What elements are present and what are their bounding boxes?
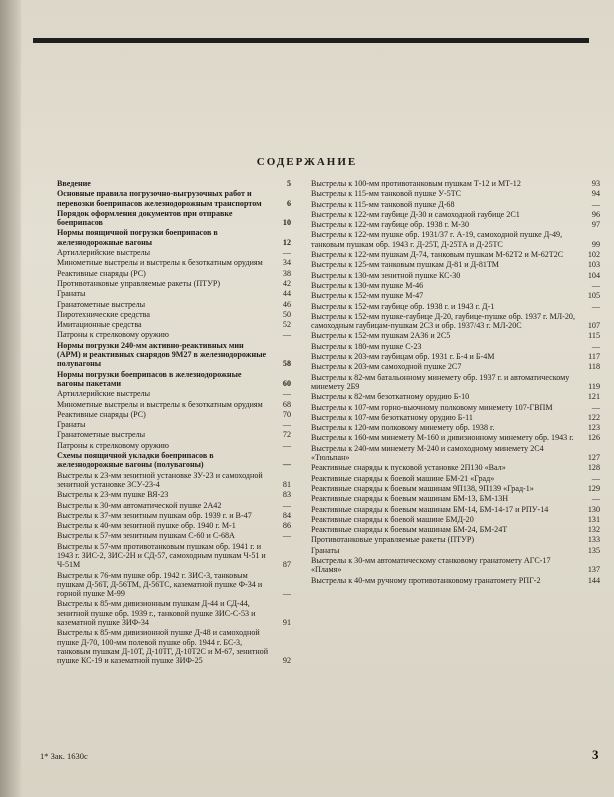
toc-entry-page: — <box>282 589 291 599</box>
toc-entry-text: Минометные выстрелы и выстрелы к безоткатным орудиям <box>57 258 263 268</box>
toc-entry-page: 5 <box>286 179 291 188</box>
toc-entry <box>57 248 291 257</box>
toc-entry-page: 117 <box>588 352 600 362</box>
toc-entry <box>311 291 600 300</box>
page-title: СОДЕРЖАНИЕ <box>256 156 358 168</box>
toc-entry <box>311 535 600 544</box>
toc-entry-page: 52 <box>282 320 291 330</box>
toc-entry-text: Выстрелы к 122-мм пушкам Д-74, танковым пушкам М-62Т2 и М-62Т2С <box>311 250 564 260</box>
toc-entry <box>311 179 600 188</box>
toc-entry-page: 86 <box>282 521 291 531</box>
toc-entry <box>311 444 600 463</box>
toc-entry <box>57 179 291 188</box>
toc-entry-text: Выстрелы к 85-мм дивизионным пушкам Д-44 и СД-44, зенитной пушке обр. 1939 г., танковой пушке ЗИС-С-53 и казематной пушке ЗИФ-34 <box>57 599 256 628</box>
toc-entry <box>57 279 291 288</box>
toc-entry-text: Гранаты <box>311 545 340 555</box>
toc-entry-page: 34 <box>282 258 291 268</box>
toc-entry-page: — <box>591 199 600 209</box>
toc-entry-text: Выстрелы к 107-мм безоткатному орудию Б-11 <box>311 412 473 422</box>
toc-entry-text: Выстрелы к 180-мм пушке С-23 <box>311 341 422 351</box>
toc-entry-text: Реактивные снаряды к боевым машинам БМ-24, БМ-24Т <box>311 525 508 535</box>
toc-entry-page: — <box>282 389 291 399</box>
toc-entry-text: Выстрелы к 40-мм зенитной пушке обр. 1940 г. М-1 <box>57 521 236 531</box>
toc-entry-page: 131 <box>587 514 600 524</box>
toc-entry-page: 115 <box>588 331 600 341</box>
toc-entry <box>311 260 600 269</box>
toc-entry-text: Гранатометные выстрелы <box>57 299 146 309</box>
toc-entry-page: 127 <box>587 453 600 463</box>
toc-entry-text: Выстрелы к 100-мм противотанковым пушкам Т-12 и МТ-12 <box>311 179 521 188</box>
toc-entry-page: 107 <box>587 321 600 331</box>
toc-entry-text: Выстрелы к 122-мм гаубице Д-30 и самоходной гаубице 2С1 <box>311 209 520 219</box>
toc-entry <box>311 505 600 514</box>
toc-entry <box>57 501 291 510</box>
toc-entry-page: 105 <box>587 291 600 301</box>
toc-entry-page: 12 <box>282 237 291 247</box>
toc-entry-text: Выстрелы к 115-мм танковой пушке У-5ТС <box>311 189 462 199</box>
toc-entry-page: 10 <box>282 218 291 228</box>
toc-entry <box>57 628 291 665</box>
toc-entry-text: Выстрелы к 152-мм пушке М-47 <box>311 291 424 301</box>
toc-entry-page: 68 <box>282 399 291 409</box>
toc-entry <box>57 451 291 470</box>
toc-entry-page: 50 <box>282 309 291 319</box>
toc-entry <box>311 210 600 219</box>
toc-entry-text: Выстрелы к 160-мм минемету М-160 и дивизионному минемету обр. 1943 г. <box>311 433 574 443</box>
toc-entry-page: 84 <box>282 510 291 520</box>
toc-entry-text: Выстрелы к 107-мм горно-вьючному полковому минемету 107-ГВПМ <box>311 402 553 412</box>
toc-entry <box>311 433 600 442</box>
toc-entry-page: — <box>282 420 291 430</box>
toc-entry <box>311 413 600 422</box>
toc-entry <box>57 400 291 409</box>
toc-entry-page: 99 <box>591 239 600 249</box>
top-rule <box>33 38 589 43</box>
toc-entry-text: Выстрелы к 152-мм гаубице обр. 1938 г. и 1943 г. Д-1 <box>311 301 495 311</box>
toc-entry-text: Выстрелы к 122-мм гаубице обр. 1938 г. М-30 <box>311 220 470 230</box>
toc-entry <box>311 373 600 392</box>
toc-entry <box>311 423 600 432</box>
toc-entry <box>57 542 291 570</box>
toc-entry-text: Реактивные снаряды к боевой машине БМД-20 <box>311 514 474 524</box>
toc-entry-page: 91 <box>282 618 291 628</box>
toc-entry <box>311 362 600 371</box>
toc-entry-page: 60 <box>282 378 291 388</box>
toc-entry-text: Реактивные снаряды к боевым машинам БМ-13, БМ-13Н <box>311 494 509 504</box>
toc-entry-text: Нормы поящичной погрузки боеприпасов в железнодорожные вагоны <box>57 228 218 247</box>
toc-entry-page: — <box>282 248 291 258</box>
toc-entry-page: — <box>282 460 291 470</box>
toc-entry <box>311 556 600 575</box>
toc-entry-page: 144 <box>587 575 600 585</box>
toc-entry-page: 6 <box>286 198 291 208</box>
toc-entry <box>57 269 291 278</box>
toc-entry-text: Реактивные снаряды к боевой машине БМ-21 «Град» <box>311 473 495 483</box>
toc-entry <box>57 410 291 419</box>
toc-entry-text: Нормы погрузки 240-мм активно-реактивных мин (АРМ) и реактивных снарядов 9М27 в железнодорожные полувагоны <box>57 340 267 369</box>
toc-entry-page: 135 <box>587 545 600 555</box>
toc-entry-page: 38 <box>282 268 291 278</box>
toc-entry-page: — <box>282 500 291 510</box>
toc-entry-text: Выстрелы к 130-мм зенитной пушке КС-30 <box>311 270 461 280</box>
toc-entry-text: Выстрелы к 125-мм танковым пушкам Д-81 и Д-81ТМ <box>311 260 499 270</box>
toc-entry-page: — <box>282 330 291 340</box>
toc-entry <box>311 271 600 280</box>
toc-entry <box>311 576 600 585</box>
toc-entry <box>57 310 291 319</box>
toc-entry-text: Артиллерийские выстрелы <box>57 248 151 258</box>
binding-shadow <box>0 0 22 797</box>
toc-entry-text: Выстрелы к 152-мм пушкам 2А36 и 2С5 <box>311 331 451 341</box>
toc-entry-text: Выстрелы к 57-мм противотанковым пушкам обр. 1941 г. и 1943 г. ЗИС-2, ЗИС-2Н и СД-57, самоходным пушкам Ч-51 и Ч-51М <box>57 541 266 570</box>
toc-entry-page: — <box>591 280 600 290</box>
toc-entry <box>57 320 291 329</box>
toc-entry <box>311 312 600 331</box>
toc-entry-page: 133 <box>587 535 600 545</box>
toc-entry-text: Порядок оформления документов при отправке боеприпасов <box>57 208 233 228</box>
toc-entry <box>311 331 600 340</box>
toc-entry <box>311 200 600 209</box>
toc-entry <box>311 525 600 534</box>
toc-entry-text: Пиротехнические средства <box>57 309 150 319</box>
toc-entry <box>57 471 291 490</box>
toc-entry <box>57 370 291 389</box>
toc-entry-page: 72 <box>282 430 291 440</box>
toc-entry-page: 92 <box>282 656 291 666</box>
toc-entry-page: 130 <box>587 504 600 514</box>
toc-entry-text: Противотанковые управляемые ракеты (ПТУР) <box>57 278 221 288</box>
toc-entry-page: 126 <box>587 433 600 443</box>
toc-left-column <box>57 179 291 667</box>
toc-entry-page: 102 <box>587 250 600 260</box>
toc-entry <box>57 511 291 520</box>
toc-entry-page: 132 <box>587 525 600 535</box>
toc-entry-page: 104 <box>587 270 600 280</box>
toc-entry-text: Выстрелы к 37-мм зенитным пушкам обр. 1939 г. и В-47 <box>57 510 252 520</box>
toc-entry <box>311 546 600 555</box>
toc-entry-page: — <box>591 402 600 412</box>
toc-entry-page: 93 <box>591 179 600 188</box>
toc-entry <box>311 494 600 503</box>
toc-entry-text: Выстрелы к 40-мм ручному противотанковому гранатомету РПГ-2 <box>311 575 541 585</box>
toc-entry-page: — <box>591 473 600 483</box>
toc-entry-text: Патроны к стрелковому оружию <box>57 330 169 340</box>
toc-entry <box>57 430 291 439</box>
toc-entry-text: Реактивные снаряды к боевым машинам 9П138, 9П139 «Град-1» <box>311 483 534 493</box>
toc-entry <box>311 281 600 290</box>
toc-entry-text: Выстрелы к 76-мм пушке обр. 1942 г. ЗИС-3, танковым пушкам Д-56Т, Д-56ТМ, Д-56ТС, казематной пушке Ф-34 и горной пушке М-99 <box>57 570 263 599</box>
toc-entry-page: 42 <box>282 278 291 288</box>
toc-entry-text: Выстрелы к 115-мм танковой пушке Д-68 <box>311 199 455 209</box>
toc-entry-text: Реактивные снаряды к боевым машинам БМ-14, БМ-14-17 и РПУ-14 <box>311 504 549 514</box>
toc-entry-page: 44 <box>282 289 291 299</box>
toc-entry <box>311 189 600 198</box>
toc-entry-page: 128 <box>587 463 600 473</box>
toc-entry-text: Выстрелы к 152-мм пушке-гаубице Д-20, гаубице-пушке обр. 1937 г. МЛ-20, самоходным гаубицам-пушкам 2С3 и обр. 1937/43 г. МЛ-20С <box>311 311 575 331</box>
toc-entry-text: Выстрелы к 82-мм безоткатному орудию Б-10 <box>311 392 470 402</box>
toc-entry-text: Минометные выстрелы и выстрелы к безоткатным орудиям <box>57 399 263 409</box>
toc-entry <box>57 521 291 530</box>
toc-entry-page: 137 <box>587 565 600 575</box>
toc-entry-text: Реактивные снаряды (РС) <box>57 268 146 278</box>
toc-entry <box>57 258 291 267</box>
toc-entry <box>311 515 600 524</box>
toc-entry <box>311 484 600 493</box>
toc-entry <box>57 209 291 228</box>
toc-entry <box>57 330 291 339</box>
toc-entry <box>57 571 291 599</box>
toc-entry <box>57 300 291 309</box>
toc-entry-text: Нормы погрузки боеприпасов в железнодорожные вагоны пакетами <box>57 369 242 388</box>
toc-entry-text: Выстрелы к 85-мм дивизионной пушке Д-48 и самоходной пушке Д-70, 100-мм полевой пушке обр. 1944 г. БС-3, танковым пушкам Д-10Т, Д-10ТГ, Д-10Т2С и М-67, зенитной пушке КС-19 и казематной пушке ЗИФ-25 <box>57 628 269 666</box>
toc-entry-page: 118 <box>588 362 600 372</box>
toc-entry <box>57 389 291 398</box>
toc-entry-text: Противотанковые управляемые ракеты (ПТУР) <box>311 535 475 545</box>
toc-entry <box>57 441 291 450</box>
toc-entry-page: 103 <box>587 260 600 270</box>
toc-entry-text: Имитационные средства <box>57 320 142 330</box>
toc-entry <box>57 228 291 247</box>
toc-entry <box>57 531 291 540</box>
toc-entry-text: Выстрелы к 130-мм пушке М-46 <box>311 280 424 290</box>
toc-entry <box>57 189 291 208</box>
toc-entry <box>311 474 600 483</box>
toc-entry <box>311 342 600 351</box>
toc-entry <box>311 220 600 229</box>
toc-entry <box>311 352 600 361</box>
toc-entry-page: 97 <box>591 220 600 230</box>
toc-entry-text: Схемы поящичной укладки боеприпасов в железнодорожные вагоны (полувагоны) <box>57 451 214 470</box>
toc-entry-page: 121 <box>587 392 600 402</box>
toc-entry-text: Гранаты <box>57 289 86 299</box>
toc-entry-text: Выстрелы к 57-мм зенитным пушкам С-60 и С-68А <box>57 531 235 541</box>
toc-entry-text: Выстрелы к 203-мм гаубицам обр. 1931 г. Б-4 и Б-4М <box>311 352 495 362</box>
toc-entry-page: — <box>282 440 291 450</box>
toc-entry-page: 119 <box>588 381 600 391</box>
toc-entry <box>311 392 600 401</box>
toc-entry-text: Реактивные снаряды к пусковой установке 2П130 «Вал» <box>311 463 506 473</box>
toc-entry-text: Выстрелы к 240-мм минемету М-240 и самоходному минемету 2С4 «Тюльпан» <box>311 443 544 463</box>
toc-entry <box>311 463 600 472</box>
toc-entry-text: Гранатометные выстрелы <box>57 430 146 440</box>
print-footer: 1* Зак. 1630с <box>40 751 88 761</box>
toc-entry-page: 96 <box>591 209 600 219</box>
toc-entry-text: Выстрелы к 203-мм самоходной пушке 2С7 <box>311 362 462 372</box>
toc-entry <box>311 230 600 249</box>
toc-entry <box>57 341 291 369</box>
toc-right-column <box>311 179 600 586</box>
toc-entry-page: 87 <box>282 560 291 570</box>
toc-entry-text: Реактивные снаряды (РС) <box>57 409 146 419</box>
toc-entry-page: 123 <box>587 423 600 433</box>
toc-entry <box>57 289 291 298</box>
toc-entry-page: 81 <box>282 479 291 489</box>
toc-entry-page: — <box>591 494 600 504</box>
toc-entry <box>57 490 291 499</box>
toc-entry-page: 70 <box>282 409 291 419</box>
toc-entry <box>57 420 291 429</box>
toc-entry-page: 129 <box>587 483 600 493</box>
toc-entry-text: Основные правила погрузочно-выгрузочных работ и перевозки боеприпасов железнодорожным транспортом <box>57 189 262 208</box>
toc-entry-text: Выстрелы к 23-мм зенитной установке ЗУ-23 и самоходной зенитной установке ЗСУ-23-4 <box>57 470 263 489</box>
toc-entry <box>311 302 600 311</box>
toc-entry-page: — <box>591 301 600 311</box>
toc-entry-page: 58 <box>282 359 291 369</box>
toc-entry-text: Введение <box>57 179 91 188</box>
toc-entry-page: 83 <box>282 490 291 500</box>
toc-entry <box>311 403 600 412</box>
toc-entry-text: Выстрелы к 30-мм автоматической пушке 2А42 <box>57 500 222 510</box>
toc-entry-text: Гранаты <box>57 420 86 430</box>
toc-entry-text: Выстрелы к 122-мм пушке обр. 1931/37 г. А-19, самоходной пушке Д-49, танковым пушкам обр. 1943 г. Д-25Т, Д-25ТА и Д-25ТС <box>311 230 563 249</box>
toc-entry-page: 94 <box>591 189 600 199</box>
toc-entry-page: 46 <box>282 299 291 309</box>
toc-entry <box>57 599 291 627</box>
toc-entry-text: Выстрелы к 82-мм батальонному минемету обр. 1937 г. и автоматическому минемету 2Б9 <box>311 372 570 391</box>
toc-entry-page: — <box>591 341 600 351</box>
toc-entry-text: Патроны к стрелковому оружию <box>57 440 169 450</box>
toc-entry <box>311 250 600 259</box>
toc-entry-text: Артиллерийские выстрелы <box>57 389 151 399</box>
toc-entry-page: — <box>282 531 291 541</box>
toc-entry-text: Выстрелы к 23-мм пушке ВЯ-23 <box>57 490 169 500</box>
toc-entry-text: Выстрелы к 30-мм автоматическому станковому гранатомету АГС-17 «Пламя» <box>311 555 551 575</box>
toc-entry-text: Выстрелы к 120-мм полковому минемету обр. 1938 г. <box>311 423 495 433</box>
page-number: 3 <box>592 747 599 762</box>
toc-entry-page: 122 <box>587 412 600 422</box>
